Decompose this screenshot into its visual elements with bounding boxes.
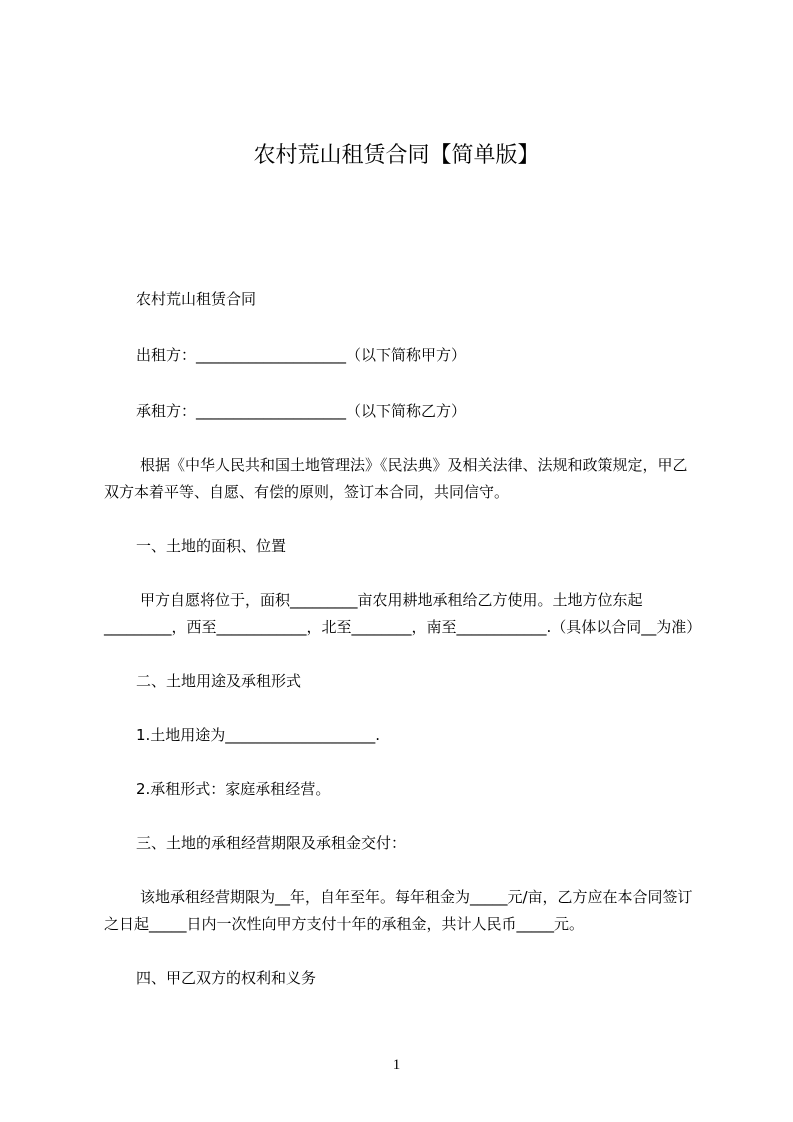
contract-heading: 农村荒山租赁合同 <box>136 290 257 308</box>
section-3-text: 该地承租经营期限为__年，自年至年。每年租金为_____元/亩，乙方应在本合同签订之日起_____日内一次性向甲方支付十年的承租金，共计人民币_____元。 <box>104 888 693 933</box>
section-3-heading: 三、土地的承租经营期限及承租金交付： <box>136 834 407 852</box>
section-1-text: 甲方自愿将位于，面积_________亩农用耕地承租给乙方使用。土地方位东起_________，西至____________，北至________，南至____________.（具体以合同__为准） <box>104 591 702 636</box>
document-title: 农村荒山租赁合同【简单版】 <box>253 143 540 168</box>
lessee-line: 承租方：____________________（以下简称乙方） <box>136 402 467 420</box>
section-2-item-2: 2.承租形式：家庭承租经营。 <box>136 780 331 798</box>
section-2-heading: 二、土地用途及承租形式 <box>136 672 302 690</box>
section-2-item-1: 1.土地用途为____________________. <box>136 726 381 744</box>
preamble-paragraph: 根据《中华人民共和国土地管理法》《民法典》及相关法律、法规和政策规定，甲乙双方本着平等、自愿、有偿的原则，签订本合同，共同信守。 <box>104 456 688 501</box>
document-body <box>104 286 700 992</box>
section-4-heading: 四、甲乙双方的权利和义务 <box>136 969 317 987</box>
lessor-line: 出租方：____________________（以下简称甲方） <box>136 346 467 364</box>
page-number: 1 <box>392 1057 401 1073</box>
section-1-heading: 一、土地的面积、位置 <box>136 537 287 555</box>
